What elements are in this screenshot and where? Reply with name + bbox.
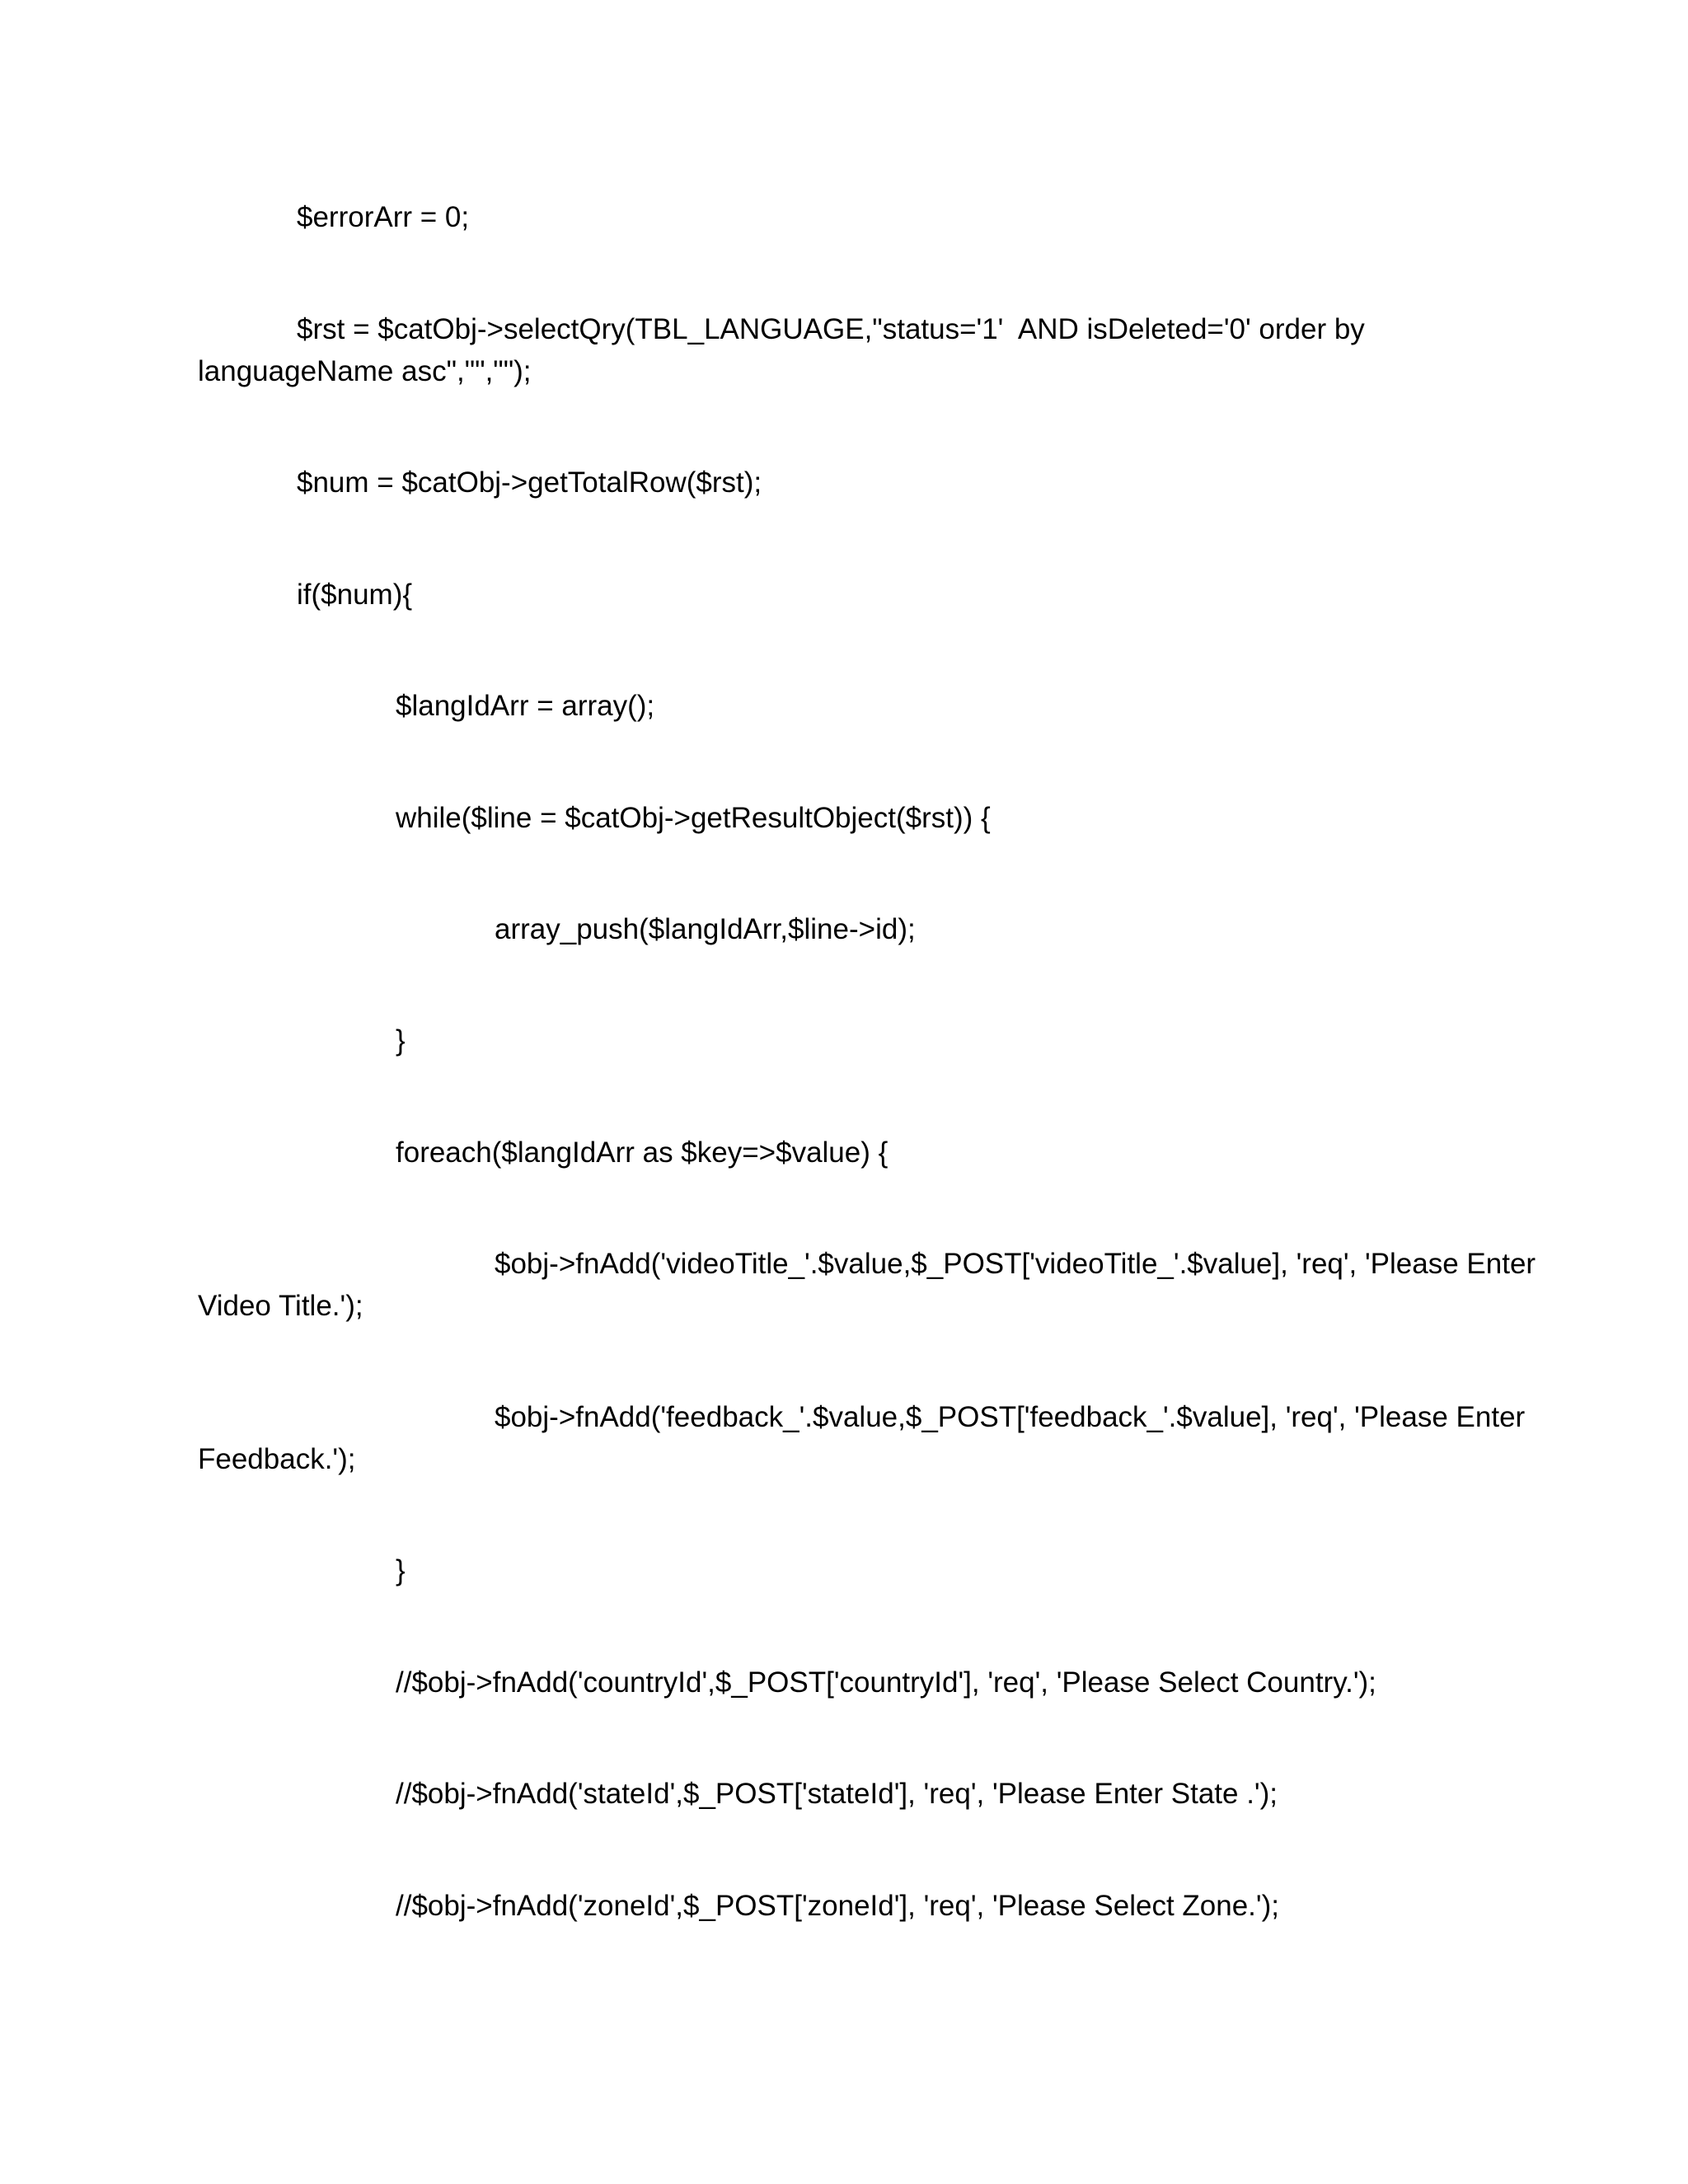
code-line: array_push($langIdArr,$line->id); <box>495 913 916 945</box>
code-line: //$obj->fnAdd('countryId',$_POST['countryId'], 'req', 'Please Select Country.'); <box>396 1666 1376 1699</box>
code-line: $obj->fnAdd('videoTitle_'.$value,$_POST['videoTitle_'.$value], 'req', 'Please Enter Video Title.'); <box>198 1248 1544 1322</box>
code-line: $rst = $catObj->selectQry(TBL_LANGUAGE,"status='1' AND isDeleted='0' order by languageName asc","",""); <box>198 313 1373 387</box>
code-line: $num = $catObj->getTotalRow($rst); <box>297 466 762 499</box>
code-line: $obj->fnAdd('feedback_'.$value,$_POST['feedback_'.$value], 'req', 'Please Enter Feedback.'); <box>198 1401 1533 1475</box>
code-line: } <box>396 1554 406 1586</box>
code-line: $errorArr = 0; <box>297 201 470 233</box>
code-line: while($line = $catObj->getResultObject($rst)) { <box>396 802 991 834</box>
code-line: $langIdArr = array(); <box>396 690 655 722</box>
code-line: //$obj->fnAdd('stateId',$_POST['stateId'], 'req', 'Please Enter State .'); <box>396 1778 1278 1810</box>
code-line: if($num){ <box>297 579 413 611</box>
code-line: foreach($langIdArr as $key=>$value) { <box>396 1137 889 1169</box>
code-line: //$obj->fnAdd('zoneId',$_POST['zoneId'], 'req', 'Please Select Zone.'); <box>396 1890 1279 1922</box>
code-line: } <box>396 1024 406 1057</box>
